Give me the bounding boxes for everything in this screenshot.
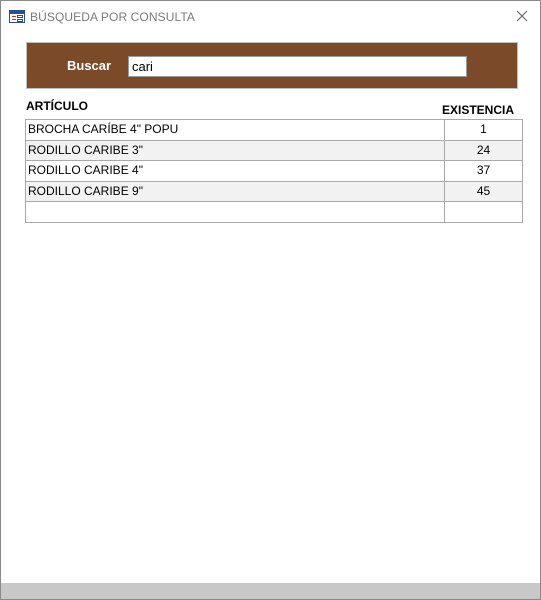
table-row[interactable]	[26, 141, 523, 162]
articulo-cell[interactable]: RODILLO CARIBE 3"	[26, 141, 445, 162]
articulo-cell[interactable]: RODILLO CARIBE 9"	[26, 182, 445, 203]
close-icon	[516, 10, 528, 22]
existencia-cell[interactable]: 45	[445, 182, 523, 203]
search-label: Buscar	[67, 58, 112, 73]
bottom-status-strip	[1, 583, 540, 599]
articulo-cell[interactable]	[26, 202, 445, 223]
existencia-cell[interactable]	[445, 202, 523, 223]
table-row[interactable]	[26, 182, 523, 203]
existencia-cell[interactable]: 24	[445, 141, 523, 162]
search-panel	[26, 42, 518, 89]
table-row[interactable]	[26, 161, 523, 182]
close-button[interactable]	[510, 5, 534, 27]
table-row-new[interactable]	[26, 202, 523, 223]
articulo-cell[interactable]: RODILLO CARIBE 4"	[26, 161, 445, 182]
window-title: BÚSQUEDA POR CONSULTA	[30, 10, 196, 24]
search-input[interactable]	[128, 56, 467, 77]
column-header-existencia: EXISTENCIA	[442, 103, 515, 117]
form-window-icon	[9, 10, 25, 23]
table-row[interactable]	[26, 120, 523, 141]
articulo-cell[interactable]: BROCHA CARÍBE 4" POPU	[26, 120, 445, 141]
existencia-cell[interactable]: 37	[445, 161, 523, 182]
title-bar	[1, 1, 540, 33]
existencia-cell[interactable]: 1	[445, 120, 523, 141]
results-table	[25, 119, 523, 223]
column-header-articulo: ARTÍCULO	[26, 99, 88, 113]
